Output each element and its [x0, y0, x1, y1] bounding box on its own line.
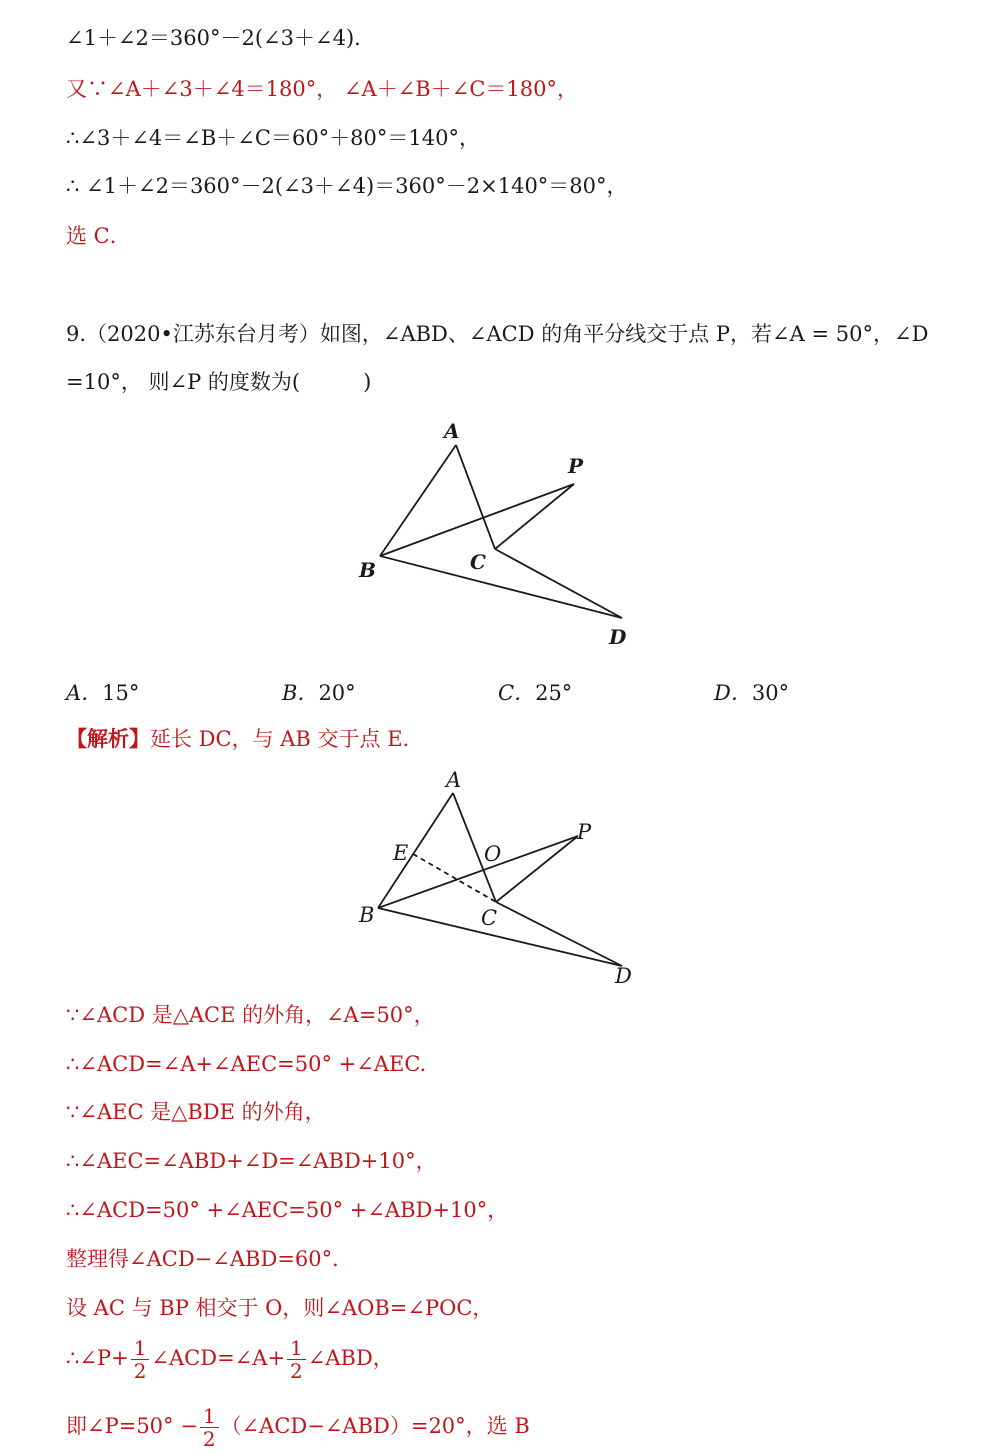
option-b[interactable] — [282, 677, 356, 707]
step8-part-a: ∴∠P+ — [66, 1346, 129, 1370]
prev-solution-answer: 选 C． — [66, 224, 131, 248]
label-c-2: C — [481, 906, 498, 930]
analysis-step-7: 设 AC 与 BP 相交于 O，则∠AOB=∠POC， — [66, 1296, 494, 1320]
fraction-3-denominator: 2 — [202, 1427, 216, 1451]
option-a-value: 15° — [102, 681, 140, 705]
analysis-intro: 延长 DC，与 AB 交于点 E. — [150, 727, 410, 751]
segment-cd-2 — [496, 902, 622, 966]
segment-bp — [380, 484, 574, 556]
segment-cp — [495, 484, 574, 549]
fraction-one-half-3 — [200, 1405, 219, 1450]
option-c-value: 25° — [535, 681, 573, 705]
option-a[interactable] — [66, 677, 139, 707]
option-b-letter: B． — [282, 681, 319, 705]
fraction-1-denominator: 2 — [133, 1359, 147, 1383]
fraction-1-numerator: 1 — [131, 1337, 150, 1360]
prev-solution-line-4: ∴ ∠1＋∠2＝360°－2(∠3＋∠4)＝360°－2×140°＝80°， — [66, 174, 628, 198]
label-p: P — [568, 454, 584, 478]
segment-cd — [495, 549, 622, 618]
label-a: A — [444, 419, 460, 443]
label-o: O — [484, 842, 502, 866]
fraction-one-half-1 — [131, 1337, 150, 1382]
option-a-letter: A． — [66, 681, 103, 705]
step9-part-b: （∠ACD−∠ABD）=20°，选 B — [220, 1414, 530, 1438]
analysis-step-2: ∴∠ACD=∠A+∠AEC=50° +∠AEC. — [66, 1052, 427, 1076]
step8-part-b: ∠ACD=∠A+ — [151, 1346, 286, 1370]
analysis-step-6: 整理得∠ACD−∠ABD=60°． — [66, 1247, 354, 1271]
analysis-figure — [340, 760, 660, 990]
step8-part-c: ∠ABD， — [307, 1346, 394, 1370]
question-text-line-2: =10°， 则∠P 的度数为( ) — [66, 370, 372, 394]
label-b: B — [359, 558, 376, 582]
analysis-tag: 【解析】 — [66, 726, 150, 751]
fraction-2-denominator: 2 — [290, 1359, 303, 1383]
question-figure — [340, 415, 660, 655]
prev-solution-line-2: 又∵∠A＋∠3＋∠4＝180°， ∠A＋∠B＋∠C＝180°， — [66, 77, 578, 101]
option-d[interactable] — [714, 677, 789, 707]
label-c: C — [470, 550, 486, 574]
option-c[interactable] — [498, 677, 572, 707]
analysis-header — [66, 725, 409, 753]
analysis-step-5: ∴∠ACD=50° +∠AEC=50° +∠ABD+10°， — [66, 1198, 509, 1222]
label-p-2: P — [577, 820, 592, 844]
segment-ac — [456, 445, 495, 549]
analysis-step-8 — [66, 1337, 394, 1382]
analysis-step-9 — [66, 1405, 530, 1450]
question-text-line-1: 9.（2020•江苏东台月考）如图，∠ABD、∠ACD 的角平分线交于点 P，若∠A = 50°，∠D — [66, 322, 929, 346]
step9-part-a: 即∠P=50° − — [66, 1414, 198, 1438]
option-c-letter: C． — [498, 681, 536, 705]
prev-solution-line-1: ∠1＋∠2＝360°－2(∠3＋∠4)． — [66, 26, 376, 50]
option-d-value: 30° — [751, 681, 790, 705]
option-b-value: 20° — [318, 681, 356, 705]
fraction-3-numerator: 1 — [200, 1405, 219, 1428]
prev-solution-line-3: ∴∠3＋∠4＝∠B＋∠C＝60°＋80°＝140°， — [66, 126, 480, 150]
segment-cp-2 — [496, 836, 578, 902]
label-d: D — [609, 625, 627, 649]
analysis-step-4: ∴∠AEC=∠ABD+∠D=∠ABD+10°， — [66, 1149, 437, 1173]
segment-ab — [380, 445, 456, 556]
analysis-step-1: ∵∠ACD 是△ACE 的外角，∠A=50°， — [66, 1003, 435, 1027]
segment-bd — [380, 556, 622, 618]
segment-bd-2 — [378, 908, 622, 966]
fraction-one-half-2 — [287, 1337, 306, 1382]
analysis-step-3: ∵∠AEC 是△BDE 的外角， — [66, 1100, 326, 1124]
fraction-2-numerator: 1 — [287, 1337, 306, 1360]
label-d-2: D — [615, 964, 632, 988]
label-b-2: B — [359, 903, 375, 927]
option-d-letter: D． — [714, 681, 752, 705]
label-e: E — [393, 841, 409, 865]
label-a-2: A — [446, 768, 462, 792]
segment-ab-2 — [378, 793, 453, 908]
